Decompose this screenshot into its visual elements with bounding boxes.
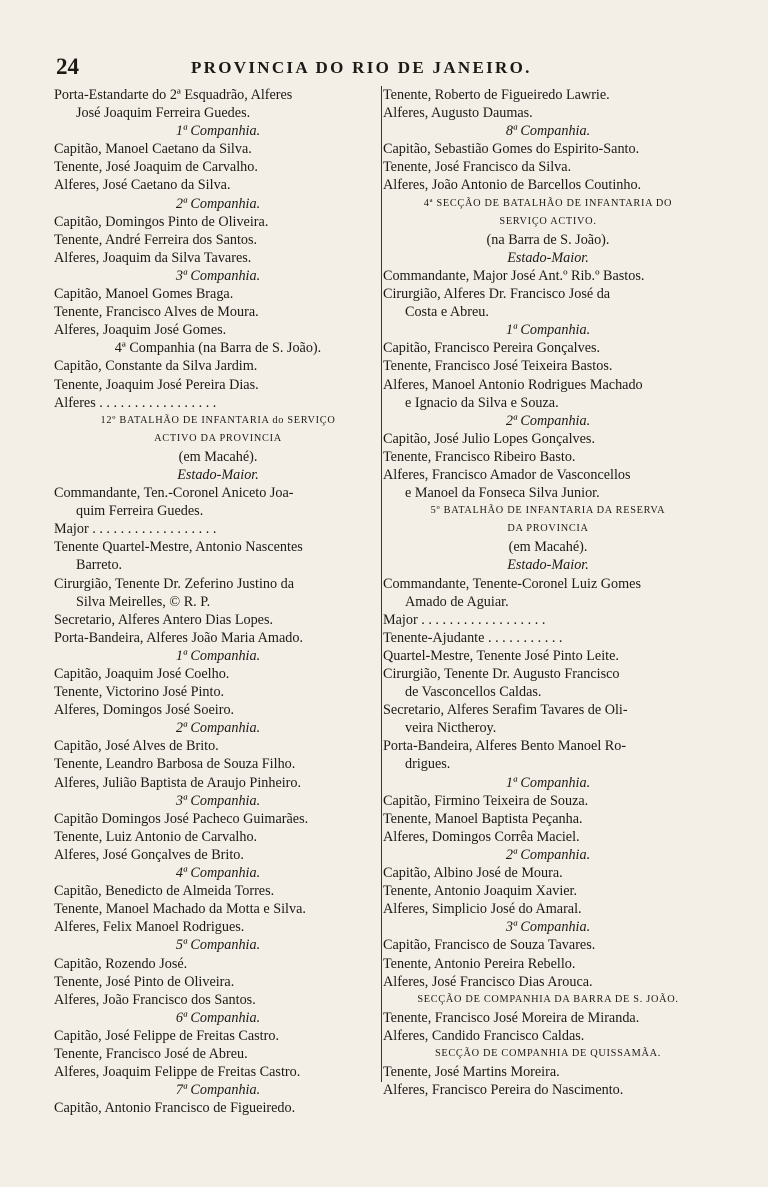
text-line: Capitão, Francisco de Souza Tavares.: [383, 937, 596, 954]
text-line: DA PROVINCIA: [507, 523, 589, 535]
text-line: Capitão, Manoel Caetano da Silva.: [54, 141, 252, 158]
text-line: 12º BATALHÃO DE INFANTARIA do SERVIÇO: [100, 414, 336, 426]
text-line: Tenente, Luiz Antonio de Carvalho.: [54, 828, 258, 845]
text-line: Tenente Quartel-Mestre, Antonio Nascentes: [54, 539, 303, 556]
text-line: Capitão, José Alves de Brito.: [54, 738, 219, 755]
text-line: 3ª Companhia.: [505, 919, 591, 936]
left-column: [54, 86, 382, 1117]
text-line: Commandante, Major José Ant.º Rib.º Bastos.: [383, 267, 645, 284]
text-line: Tenente, José Martins Moreira.: [383, 1064, 560, 1081]
text-line: Alferes, Augusto Daumas.: [383, 105, 533, 122]
text-line: Capitão, Albino José de Moura.: [383, 865, 563, 882]
text-line: Cirurgião, Tenente Dr. Zeferino Justino da: [54, 575, 295, 592]
text-line: Tenente, Antonio Joaquim Xavier.: [383, 883, 578, 900]
text-line: e Manoel da Fonseca Silva Junior.: [405, 485, 600, 502]
text-line: 5º BATALHÃO DE INFANTARIA DA RESERVA: [430, 505, 666, 517]
text-line: Capitão, Joaquim José Coelho.: [54, 666, 230, 682]
text-line: SECÇÃO DE COMPANHIA DE QUISSAMÃA.: [434, 1047, 662, 1059]
text-line: Alferes, Domingos José Soeiro.: [54, 702, 235, 719]
text-line: Alferes, Felix Manoel Rodrigues.: [54, 919, 245, 936]
text-line: Alferes, Joaquim José Gomes.: [54, 322, 227, 339]
text-line: Capitão, José Felippe de Freitas Castro.: [54, 1027, 279, 1044]
text-line: Alferes, João Antonio de Barcellos Coutinho.: [383, 177, 642, 194]
text-line: Estado-Maior.: [507, 557, 589, 574]
text-line: Porta-Bandeira, Alferes João Maria Amado.: [54, 629, 303, 646]
text-line: Tenente, José Francisco da Silva.: [383, 159, 572, 176]
text-line: Capitão, Sebastião Gomes do Espirito-Santo.: [383, 141, 640, 158]
text-line: Tenente, Francisco José Moreira de Miranda.: [383, 1009, 640, 1026]
text-line: Tenente, Joaquim José Pereira Dias.: [54, 376, 259, 393]
text-line: Alferes, Candido Francisco Caldas.: [383, 1027, 585, 1044]
text-line: Silva Meirelles, © R. P.: [76, 593, 211, 610]
text-line: Tenente, Francisco José de Abreu.: [54, 1045, 248, 1062]
text-line: Commandante, Ten.-Coronel Aniceto Joa-: [54, 485, 294, 502]
text-line: quim Ferreira Guedes.: [76, 503, 204, 520]
text-line: Estado-Maior.: [507, 249, 589, 266]
text-line: Capitão, Antonio Francisco de Figueiredo.: [54, 1100, 296, 1117]
text-line: ACTIVO DA PROVINCIA: [154, 432, 282, 444]
text-line: Tenente, André Ferreira dos Santos.: [54, 231, 258, 248]
text-line: Quartel-Mestre, Tenente José Pinto Leite.: [383, 647, 619, 664]
text-line: Tenente, Leandro Barbosa de Souza Filho.: [54, 756, 296, 773]
text-line: Alferes, Francisco Amador de Vasconcellos: [383, 466, 631, 483]
text-line: José Joaquim Ferreira Guedes.: [76, 105, 251, 122]
text-line: Alferes, Julião Baptista de Araujo Pinheiro.: [54, 774, 302, 791]
text-line: Alferes, Joaquim da Silva Tavares.: [54, 249, 252, 266]
right-column: [383, 86, 713, 1099]
text-line: 2ª Companhia.: [505, 412, 591, 429]
text-line: Capitão, Domingos Pinto de Oliveira.: [54, 213, 269, 230]
text-line: Capitão, Rozendo José.: [54, 955, 188, 972]
text-line: Secretario, Alferes Serafim Tavares de Oli-: [383, 702, 628, 719]
text-line: 8ª Companhia.: [505, 123, 591, 140]
text-line: Alferes, Domingos Corrêa Maciel.: [383, 828, 580, 845]
text-line: de Vasconcellos Caldas.: [405, 684, 542, 701]
text-line: Alferes, Joaquim Felippe de Freitas Castro.: [54, 1064, 301, 1081]
text-line: e Ignacio da Silva e Souza.: [405, 394, 559, 411]
text-line: Capitão, José Julio Lopes Gonçalves.: [383, 430, 595, 447]
text-line: Estado-Maior.: [177, 466, 259, 483]
text-line: 7ª Companhia.: [175, 1082, 261, 1099]
text-line: Capitão, Firmino Teixeira de Souza.: [383, 792, 589, 809]
text-line: SECÇÃO DE COMPANHIA DA BARRA DE S. JOÃO.: [417, 993, 679, 1005]
text-line: 6ª Companhia.: [175, 1009, 261, 1026]
text-line: 2ª Companhia.: [175, 720, 261, 737]
text-line: Capitão, Benedicto de Almeida Torres.: [54, 883, 275, 900]
text-line: SERVIÇO ACTIVO.: [499, 215, 597, 227]
text-line: Tenente, Antonio Pereira Rebello.: [383, 955, 576, 972]
text-line: Capitão, Constante da Silva Jardim.: [54, 358, 258, 375]
column-divider: [381, 86, 382, 1082]
text-line: Capitão, Manoel Gomes Braga.: [54, 286, 234, 303]
text-line: Alferes, José Gonçalves de Brito.: [54, 846, 244, 863]
text-line: Tenente, Manoel Machado da Motta e Silva.: [54, 901, 306, 918]
text-line: Alferes, José Caetano da Silva.: [54, 177, 231, 194]
text-line: 2ª Companhia.: [505, 846, 591, 863]
page-header: [56, 54, 710, 84]
text-line: Tenente, José Pinto de Oliveira.: [54, 973, 235, 990]
text-line: drigues.: [405, 756, 451, 773]
text-line: Alferes, João Francisco dos Santos.: [54, 991, 256, 1008]
text-line: Tenente, Roberto de Figueiredo Lawrie.: [383, 87, 610, 103]
text-line: Capitão Domingos José Pacheco Guimarães.: [54, 810, 309, 827]
text-line: 4ª Companhia (na Barra de S. João).: [114, 340, 322, 357]
text-line: 5ª Companhia.: [175, 937, 261, 954]
text-line: Capitão, Francisco Pereira Gonçalves.: [383, 340, 601, 357]
text-line: 1ª Companhia.: [505, 322, 591, 339]
text-line: Tenente, Francisco Ribeiro Basto.: [383, 448, 576, 465]
text-line: Alferes, Simplicio José do Amaral.: [383, 901, 582, 918]
text-line: (em Macahé).: [508, 539, 588, 556]
text-line: Alferes, José Francisco Dias Arouca.: [383, 973, 593, 990]
text-line: Major . . . . . . . . . . . . . . . . . .: [383, 611, 546, 628]
text-line: 1ª Companhia.: [175, 647, 261, 664]
text-line: Alferes . . . . . . . . . . . . . . . . .: [54, 394, 217, 411]
text-line: (em Macahé).: [178, 448, 258, 465]
text-line: Tenente, Victorino José Pinto.: [54, 684, 225, 701]
text-line: 4ª SECÇÃO DE BATALHÃO DE INFANTARIA DO: [423, 197, 673, 209]
text-line: Tenente, Manoel Baptista Peçanha.: [383, 810, 583, 827]
text-line: 1ª Companhia.: [505, 774, 591, 791]
text-line: Tenente, Francisco Alves de Moura.: [54, 304, 259, 321]
text-line: Alferes, Manoel Antonio Rodrigues Machado: [383, 376, 643, 393]
text-line: Cirurgião, Alferes Dr. Francisco José da: [383, 286, 611, 303]
text-line: Tenente, Francisco José Teixeira Bastos.: [383, 358, 613, 375]
text-line: 3ª Companhia.: [175, 267, 261, 284]
page-number: 24: [56, 54, 79, 79]
text-line: 2ª Companhia.: [175, 195, 261, 212]
text-line: Costa e Abreu.: [405, 304, 489, 321]
text-line: Alferes, Francisco Pereira do Nascimento.: [383, 1082, 624, 1099]
text-line: veira Nictheroy.: [405, 720, 497, 737]
text-line: Porta-Bandeira, Alferes Bento Manoel Ro-: [383, 738, 627, 755]
text-line: Major . . . . . . . . . . . . . . . . . .: [54, 521, 217, 538]
text-line: Tenente, José Joaquim de Carvalho.: [54, 159, 258, 176]
text-line: Secretario, Alferes Antero Dias Lopes.: [54, 611, 274, 628]
page-title: PROVINCIA DO RIO DE JANEIRO.: [191, 58, 532, 77]
text-line: Cirurgião, Tenente Dr. Augusto Francisco: [383, 666, 620, 682]
text-line: Amado de Aguiar.: [405, 593, 509, 610]
text-line: Tenente-Ajudante . . . . . . . . . . .: [383, 629, 563, 646]
text-line: (na Barra de S. João).: [486, 231, 610, 248]
text-line: 4ª Companhia.: [175, 865, 261, 882]
text-line: 1ª Companhia.: [175, 123, 261, 140]
text-line: Commandante, Tenente-Coronel Luiz Gomes: [383, 575, 641, 592]
text-line: Barreto.: [76, 557, 123, 574]
text-line: Porta-Estandarte do 2ª Esquadrão, Alferes: [54, 87, 293, 103]
text-line: 3ª Companhia.: [175, 792, 261, 809]
